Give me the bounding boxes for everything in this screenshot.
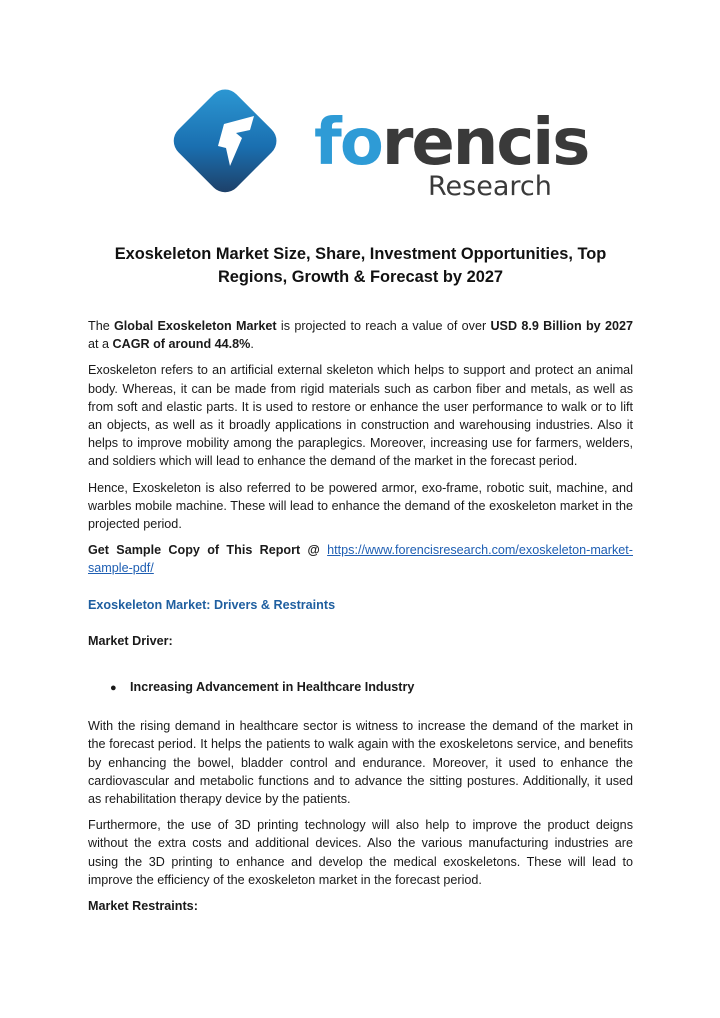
healthcare-paragraph: With the rising demand in healthcare sector is witness to increase the demand of the market in the forecast period. It helps the patients to walk again with the exoskeletons service, and benefits by enhancing the bowel, bladder control and endurance. Moreover, it used to enhance the cardiovascular and metabolic functions and to advance the sitting postures. Additionally, it used as rehabilitation therapy device by the patients. (88, 719, 633, 807)
bullet-icon: ● (110, 682, 117, 695)
intro-text-4: . (250, 337, 254, 352)
intro-text-2: is projected to reach a value of over (276, 319, 491, 333)
document-title (88, 243, 633, 289)
sample-request-line (88, 541, 633, 577)
title-line-1: Exoskeleton Market Size, Share, Investment Opportunities, Top (114, 245, 607, 263)
document-body (88, 317, 633, 923)
intro-paragraph (88, 317, 633, 353)
3d-printing-paragraph: Furthermore, the use of 3D printing technology will also help to improve the product deigns without the extra costs and additional devices. Also the various manufacturing industries are using the 3D printing to enhance and develop the medical exoskeletons. These will lead to improve the efficiency of the exoskeleton market in the forecast period. (88, 818, 633, 887)
list-item (88, 678, 633, 697)
brand-subword: Research (428, 171, 552, 202)
sample-report-link[interactable]: https://www.forencisresearch.com/exoskeleton-market-sample-pdf/ (88, 543, 633, 576)
intro-text-3: at a (88, 337, 113, 352)
intro-market-name: Global Exoskeleton Market (114, 319, 277, 333)
brand-wordmark: forencis (314, 106, 589, 180)
drivers-restraints-heading: Exoskeleton Market: Drivers & Restraints (88, 597, 336, 612)
market-driver-label: Market Driver: (88, 633, 173, 648)
bullet-text: Increasing Advancement in Healthcare Industry (130, 680, 415, 695)
intro-cagr: CAGR of around 44.8% (112, 337, 251, 352)
title-line-2: Regions, Growth & Forecast by 2027 (217, 268, 504, 286)
diamond-mark-icon (167, 83, 283, 199)
definition-paragraph: Exoskeleton refers to an artificial external skeleton which helps to support and protect an animal body. Whereas, it can be made from rigid materials such as carbon fiber and metals, as well as from soft and elastic parts. It is used to restore or enhance the user performance to walk or to lift an objects, as well as it broadly applications in construction and warehousing industries. Also it helps to improve mobility among the paraplegics. Moreover, increasing use for farmers, welders, and soldiers which will lead to enhance the demand of the market in the forecast period. (88, 363, 633, 469)
aliases-paragraph: Hence, Exoskeleton is also referred to be powered armor, exo-frame, robotic suit, machine, and warbles mobile machine. These will lead to enhance the demand of the exoskeleton market in the projected period. (88, 480, 633, 532)
intro-text-1: The (88, 319, 115, 333)
market-restraints-label: Market Restraints: (88, 899, 198, 914)
sample-request-label: Get Sample Copy of This Report @ (88, 543, 328, 558)
logo-graphic (176, 86, 589, 208)
forencis-research-logo (176, 86, 589, 208)
intro-market-value: USD 8.9 Billion by 2027 (490, 319, 633, 333)
